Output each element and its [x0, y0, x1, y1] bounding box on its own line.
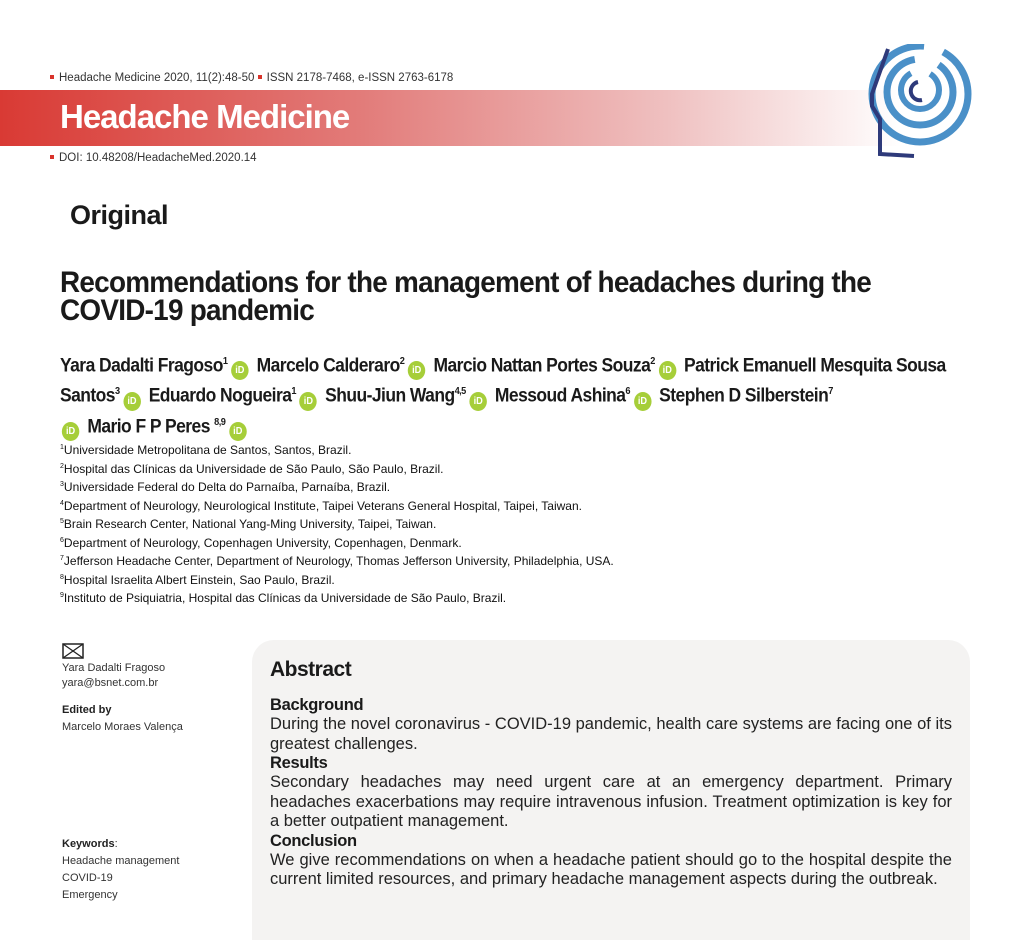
journal-logo-icon — [858, 44, 974, 160]
orcid-icon[interactable]: iD — [229, 422, 246, 441]
author-affil: 8,9 — [214, 416, 226, 428]
keyword: COVID-19 — [62, 872, 113, 884]
author-affil: 1 — [291, 386, 296, 398]
author: Marcelo Calderaro — [256, 355, 400, 377]
affiliation: $^9$Instituto de Psiquiatria, Hospital das Clínicas da Universidade de São Paulo, Brazil. — [60, 591, 507, 605]
author-affil: 6 — [625, 386, 630, 398]
abstract-box — [252, 640, 970, 940]
orcid-icon[interactable]: iD — [469, 392, 486, 411]
affiliation: $^8$Hospital Israelita Albert Einstein, Sao Paulo, Brazil. — [60, 572, 335, 587]
affiliation: $^2$Hospital das Clínicas da Universidade de São Paulo, São Paulo, Brazil. — [60, 461, 444, 476]
editor-name: Marcelo Moraes Valença — [62, 721, 183, 733]
keyword: Emergency — [62, 889, 118, 901]
orcid-icon[interactable]: iD — [408, 361, 425, 380]
affiliations — [60, 440, 614, 607]
results-text: Secondary headaches may need urgent care at an emergency department. Primary headaches exacerbations may require intravenous infusion. Treatment optimization is key for a better outpatient management. — [270, 773, 952, 830]
citation-line — [50, 72, 453, 84]
orcid-icon[interactable]: iD — [231, 361, 248, 380]
results-heading: Results — [270, 754, 328, 772]
author-affil: 2 — [399, 356, 405, 367]
issn: ISSN 2178-7468, e-ISSN 2763-6178 — [266, 72, 454, 84]
envelope-icon — [62, 643, 84, 659]
edited-by-label: Edited by — [62, 704, 112, 716]
affiliation: $^4$Department of Neurology, Neurological Institute, Taipei Veterans General Hospital, Taipei, Taiwan. — [60, 498, 582, 513]
background-heading: Background — [270, 696, 364, 714]
author: Yara Dadalti Fragoso — [60, 355, 223, 377]
affiliation: $^6$Department of Neurology, Copenhagen University, Copenhagen, Denmark. — [60, 535, 462, 550]
abstract-heading: Abstract — [270, 658, 352, 681]
journal-name: Headache Medicine — [60, 98, 350, 135]
doi[interactable]: DOI: 10.48208/HeadacheMed.2020.14 — [59, 152, 257, 164]
background-text: During the novel coronavirus - COVID-19 pandemic, health care systems are facing one of its greatest challenges. — [270, 715, 952, 753]
author-affil: 3 — [114, 386, 120, 398]
keyword: Headache management — [62, 855, 180, 867]
orcid-icon[interactable]: iD — [300, 392, 317, 411]
orcid-icon[interactable]: iD — [62, 422, 79, 441]
doi-line — [50, 152, 257, 164]
article-sidebar: Yara Dadalti Fragoso yara@bsnet.com.br Edited by Marcelo Moraes Valença Keywords: Headache management COVID-19 Emergency — [62, 643, 183, 903]
author: Shuu-Jiun Wang — [325, 385, 455, 407]
author: Messoud Ashina — [494, 385, 626, 407]
author-affil: 7 — [828, 386, 833, 398]
correspondence-name: Yara Dadalti Fragoso — [62, 662, 166, 674]
author: Patrick Emanuell Mesquita Sousa Santos — [60, 355, 946, 407]
keywords-label: Keywords — [62, 838, 115, 850]
author: Marcio Nattan Portes Souza — [433, 355, 651, 377]
affiliation: $^3$Universidade Federal do Delta do Parnaíba, Parnaíba, Brazil. — [60, 480, 391, 494]
orcid-icon[interactable]: iD — [123, 392, 140, 411]
conclusion-heading: Conclusion — [270, 831, 357, 850]
section-label: Original — [70, 200, 169, 230]
conclusion-text: We give recommendations on when a headache patient should go to the hospital despite the current limited resources, and primary headache management aspects during the outbreak. — [270, 850, 952, 888]
article-title: Recommendations for the management of headaches during the COVID-19 pandemic — [60, 266, 872, 327]
author-affil: 2 — [650, 356, 655, 367]
author-affil: 1 — [222, 356, 228, 367]
author: Mario F P Peres — [87, 415, 210, 437]
author: Eduardo Nogueira — [148, 385, 292, 407]
orcid-icon[interactable]: iD — [634, 392, 651, 411]
affiliation: $^7$Jefferson Headache Center, Department of Neurology, Thomas Jefferson University, Philadelphia, USA. — [60, 554, 614, 568]
correspondence-email[interactable]: yara@bsnet.com.br — [62, 677, 159, 689]
affiliation: $^1$Universidade Metropolitana de Santos, Santos, Brazil. — [60, 443, 352, 457]
citation: Headache Medicine 2020, 11(2):48-50 — [59, 72, 255, 84]
affiliation: $^5$Brain Research Center, National Yang-Ming University, Taipei, Taiwan. — [60, 517, 437, 531]
author: Stephen D Silberstein — [659, 385, 829, 407]
author-affil: 4,5 — [454, 386, 466, 398]
orcid-icon[interactable]: iD — [659, 361, 676, 380]
author-list — [60, 350, 971, 441]
